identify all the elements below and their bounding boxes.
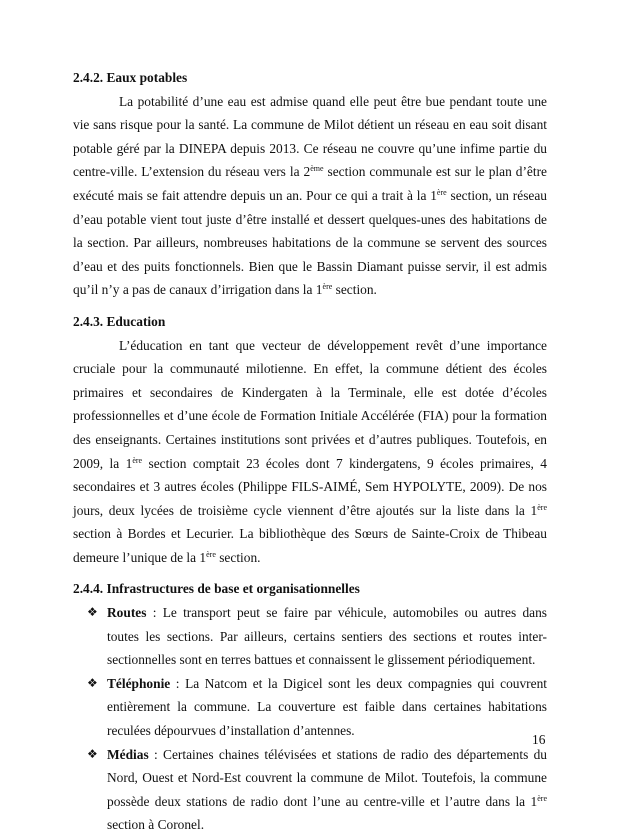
diamond-bullet-icon: ❖ (87, 605, 98, 620)
section-heading-education: 2.4.3. Education (73, 313, 166, 329)
text-run: section comptait 23 écoles dont 7 kindergatens, 9 écoles primaires, 4 secondaires et 3 autres écoles (Philippe FILS-AIMÉ, Sem HYPOLYTE, 2009). De nos jours, deux lycées de troisième cycle viennent d’être ajoutés sur la liste dans la 1 (73, 455, 547, 518)
text-run: L’éducation en tant que vecteur de développement revêt d’une importance cruciale pour la communauté milotienne. En effet, la commune détient des écoles primaires et secondaires de Kindergaten à la Terminale, elle est dotée d’écoles professionnelles et d’une école de Formation Initiale Accélérée (FIA) pour la formation des enseignants. Certaines institutions sont privées et d’autres publiques. Toutefois, en 2009, la 1 (73, 337, 547, 471)
text-run: La potabilité d’une eau est admise quand elle peut être bue pendant toute une vie sans risque pour la santé. La commune de Milot détient un réseau en eau soit disant potable géré par la DINEPA depuis 2013. Ce réseau ne couvre qu’une infime partie du centre-ville. L’extension du réseau vers la 2 (73, 93, 547, 180)
diamond-bullet-icon: ❖ (87, 746, 98, 761)
paragraph-education (73, 334, 547, 570)
text-run: section à Bordes et Lecurier. La bibliothèque des Sœurs de Sainte-Croix de Thibeau demeure l’unique de la 1 (73, 526, 547, 565)
document-page (73, 66, 547, 837)
superscript: ère (206, 549, 216, 559)
bullet-term: Téléphonie (107, 675, 171, 691)
superscript: ère (322, 282, 333, 292)
paragraph-eaux-potables (73, 90, 547, 302)
page-number: 16 (532, 732, 546, 747)
bullet-text: : La Natcom et la Digicel sont les deux compagnies qui couvrent entièrement la commune. La couverture est faible dans certaines habitations reculées dépourvues d’installation d’antennes. (107, 675, 547, 739)
superscript: ère (436, 187, 447, 197)
text-run: section. (332, 282, 377, 298)
infrastructure-bullet-list (73, 601, 547, 837)
text-run: section communale est sur le plan d’être exécuté mais se fait attendre depuis un an. Pour ce qui a trait à la 1 (73, 164, 547, 203)
bullet-text: : Le transport peut se faire par véhicule, automobiles ou autres dans toutes les sections. Par ailleurs, certains sentiers des sections et routes inter-sectionnelles sont en terres battues et connaissent le glissement périodiquement. (107, 605, 547, 668)
section-heading-infrastructures: 2.4.4. Infrastructures de base et organisationnelles (73, 581, 360, 597)
spacer (73, 569, 547, 577)
superscript: ère (537, 793, 547, 803)
bullet-text: : Certaines chaines télévisées et stations de radio des départements du Nord, Ouest et Nord-Est couvrent la commune de Milot. Toutefois, la commune possède deux stations de radio dont l’une au centre-ville et l’autre dans la 1 (107, 746, 547, 809)
text-run: section, un réseau d’eau potable vient tout juste d’être installé et dessert quelques-unes des habitations de la section. Par ailleurs, nombreuses habitations de la commune se servent des sources d’eau et des puits fonctionnels. Bien que le Bassin Diamant puisse servir, il est admis qu’il n’y a pas de canaux d’irrigation dans la 1 (73, 187, 547, 298)
spacer (73, 302, 547, 310)
text-run: section. (215, 549, 261, 565)
list-item-medias (73, 743, 547, 837)
superscript: ère (537, 502, 547, 512)
bullet-text: section à Coronel. (107, 817, 205, 833)
section-heading-eaux-potables: 2.4.2. Eaux potables (73, 70, 188, 85)
superscript: ère (132, 455, 143, 465)
bullet-term: Routes (107, 605, 147, 621)
list-item-telephonie (73, 672, 547, 743)
diamond-bullet-icon: ❖ (87, 675, 98, 690)
list-item-routes (73, 601, 547, 672)
superscript: ème (310, 164, 324, 174)
bullet-term: Médias (107, 746, 149, 762)
